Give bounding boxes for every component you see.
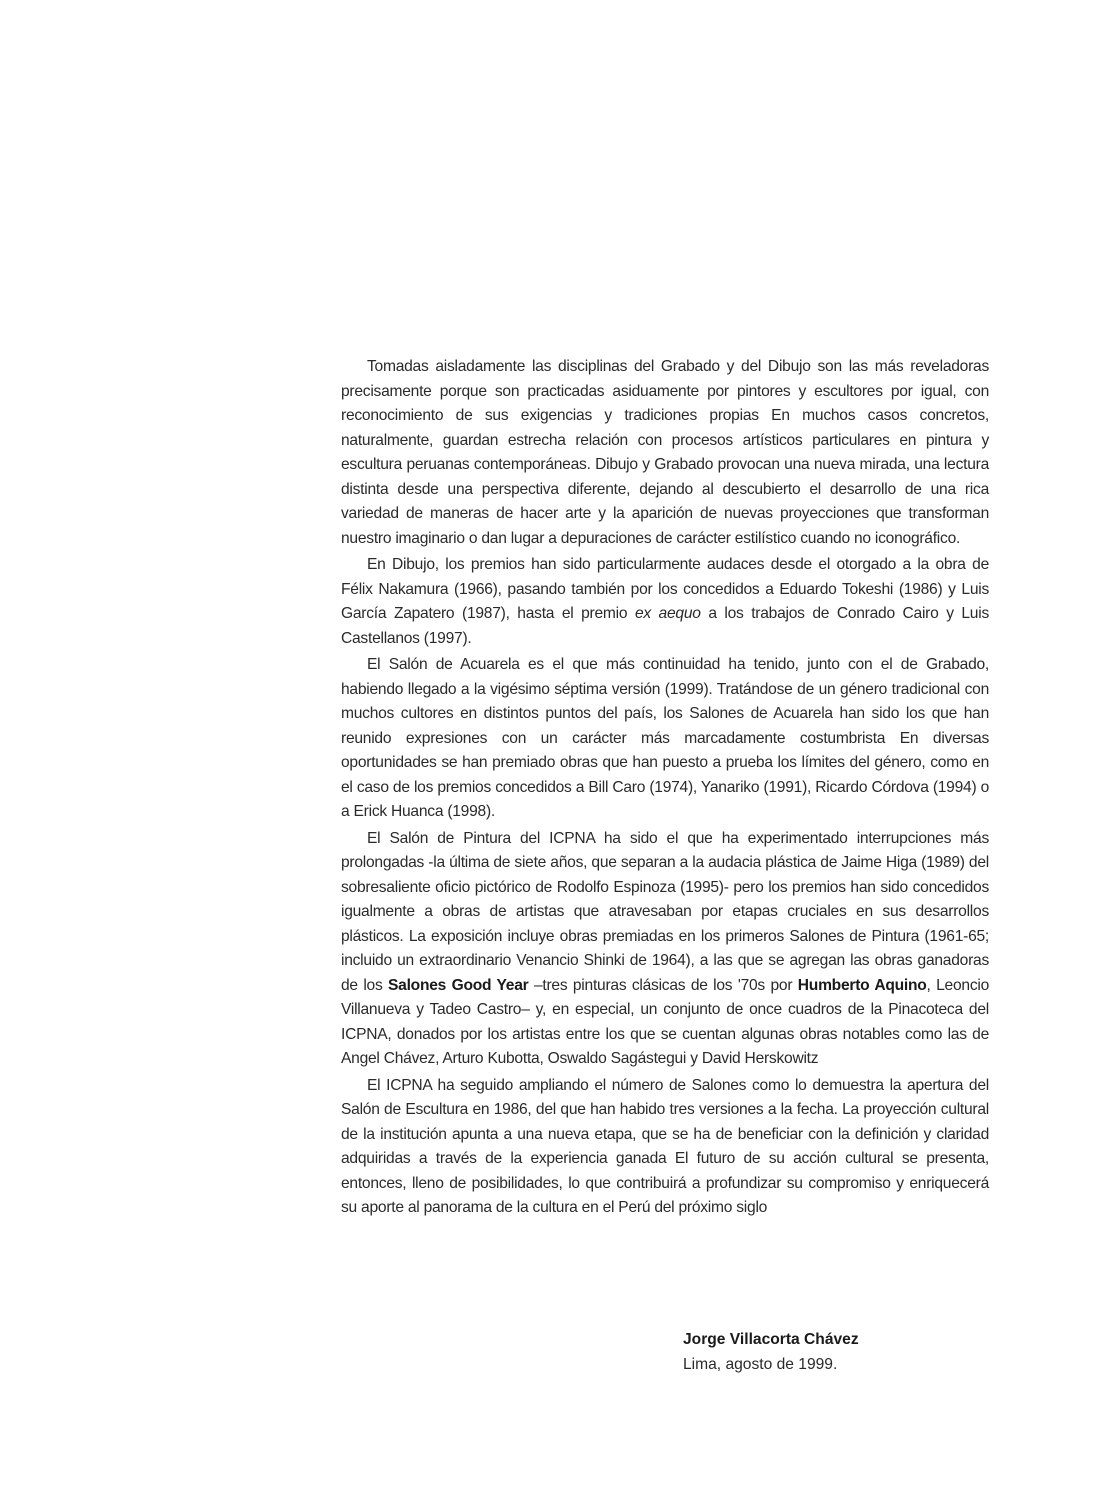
place-date: Lima, agosto de 1999.	[683, 1356, 838, 1373]
paragraph-text: –tres pinturas clásicas de los '70s por	[528, 976, 798, 994]
signature-block	[683, 1327, 859, 1377]
paragraph-text: El Salón de Pintura del ICPNA ha sido el que ha experimentado interrupciones más prolongadas -la última de siete años, que separan a la audacia plástica de Jaime Higa (1989) del sobresaliente oficio pictórico de Rodolfo Espinoza (1995)- pero los premios han sido concedidos igualmente a obras de artistas que atravesaban por etapas cruciales en sus desarrollos plásticos. La exposición incluye obras premiadas en los primeros Salones de Pintura (1961-65; incluido un extraordinario Venancio Shinki de 1964), a las que se agregan las obras ganadoras de los	[341, 829, 989, 994]
bold-phrase-humberto-aquino: Humberto Aquino	[797, 976, 927, 994]
italic-phrase: ex aequo	[634, 605, 701, 622]
paragraph-dibujo-premios	[341, 553, 989, 651]
paragraph-pintura	[341, 827, 989, 1072]
paragraph-text: , Leoncio Villanueva y Tadeo Castro– y, en especial, un conjunto de once cuadros de la Pinacoteca del ICPNA, donados por los artistas entre los que se cuentan algunas obras notables como las de Angel Chávez, Arturo Kubotta, Oswaldo Sagástegui y David Herskowitz	[341, 976, 990, 1067]
paragraph-text: a los trabajos de Conrado Cairo y Luis Castellanos (1997).	[341, 605, 989, 647]
bold-phrase-salones-good-year: Salones Good Year	[388, 976, 529, 994]
paragraph-acuarela: El Salón de Acuarela es el que más continuidad ha tenido, junto con el de Grabado, habiendo llegado a la vigésimo séptima versión (1999). Tratándose de un género tradicional con muchos cultores en distintos puntos del país, los Salones de Acuarela han sido los que han reunido expresiones con un carácter más marcadamente costumbrista En diversas oportunidades se han premiado obras que han puesto a prueba los límites del género, como en el caso de los premios concedidos a Bill Caro (1974), Yanariko (1991), Ricardo Córdova (1994) o a Erick Huanca (1998).	[341, 656, 989, 820]
paragraph-text: En Dibujo, los premios han sido particularmente audaces desde el otorgado a la obra de Félix Nakamura (1966), pasando también por los concedidos a Eduardo Tokeshi (1986) y Luis García Zapatero (1987), hasta el premio	[341, 556, 989, 622]
article-body	[341, 355, 989, 1223]
paragraph-escultura: El ICPNA ha seguido ampliando el número de Salones como lo demuestra la apertura del Salón de Escultura en 1986, del que han habido tres versiones a la fecha. La proyección cultural de la institución apunta a una nueva etapa, que se ha de beneficiar con la definición y claridad adquiridas a través de la experiencia ganada El futuro de su acción cultural se presenta, entonces, lleno de posibilidades, lo que contribuirá a profundizar su compromiso y enriquecerá su aporte al panorama de la cultura en el Perú del próximo siglo	[341, 1076, 989, 1216]
paragraph-grabado-dibujo: Tomadas aisladamente las disciplinas del Grabado y del Dibujo son las más reveladoras precisamente porque son practicadas asiduamente por pintores y escultores por igual, con reconocimiento de sus exigencias y tradiciones propias En muchos casos concretos, naturalmente, guardan estrecha relación con procesos artísticos particulares en pintura y escultura peruanas contemporáneas. Dibujo y Grabado provocan una nueva mirada, una lectura distinta desde una perspectiva diferente, dejando al descubierto el desarrollo de una rica variedad de maneras de hacer arte y la aparición de nuevas proyecciones que transforman nuestro imaginario o dan lugar a depuraciones de carácter estilístico cuando no iconográfico.	[341, 358, 989, 547]
author-name: Jorge Villacorta Chávez	[683, 1331, 859, 1348]
